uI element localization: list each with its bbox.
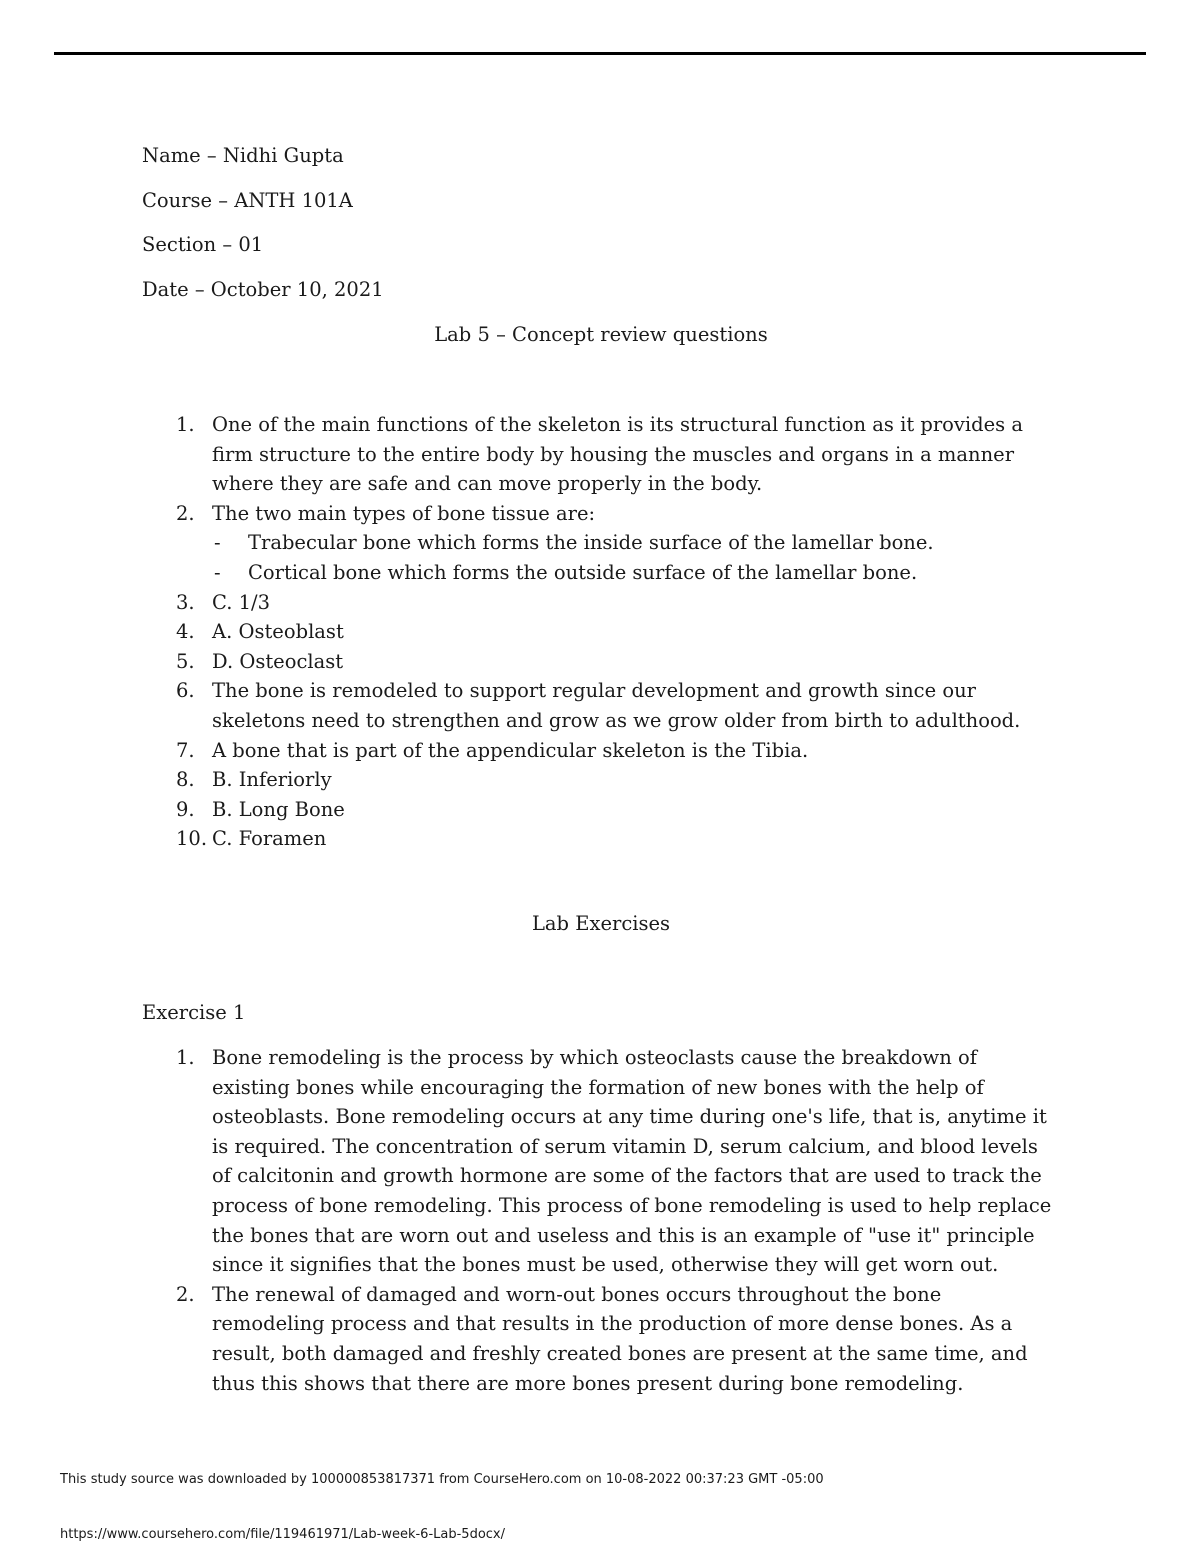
list-item: 3. C. 1/3 (176, 590, 271, 614)
date-line: Date – October 10, 2021 (142, 278, 384, 301)
list-item: 2. The renewal of damaged and worn-out bones occurs throughout the bone remodeling process and that results in the production of more dense bones. As a result, both damaged and freshly created bones are present at the same time, and thus this shows that there are more bones present during bone remodeling. (176, 1282, 1028, 1395)
concept-review-list (142, 410, 1060, 854)
lab-exercises-title: Lab Exercises (531, 912, 671, 935)
list-item: 8. B. Inferiorly (176, 768, 332, 792)
bone-tissue-sublist (212, 528, 1060, 587)
list-item: 10. C. Foramen (176, 827, 327, 851)
list-item: 1. One of the main functions of the skeleton is its structural function as it provides a firm structure to the entire body by housing the muscles and organs in a manner where they are safe and can move properly in the body. (176, 413, 1024, 496)
student-name: Name – Nidhi Gupta (142, 144, 344, 167)
course-line: Course – ANTH 101A (142, 189, 353, 212)
top-horizontal-rule (54, 52, 1146, 55)
download-note: This study source was downloaded by 100000853817371 from CourseHero.com on 10-08-2022 00:37:23 GMT -05:00 (60, 1472, 824, 1487)
list-item: 7. A bone that is part of the appendicular skeleton is the Tibia. (176, 738, 809, 762)
concept-review-title: Lab 5 – Concept review questions (434, 323, 768, 346)
source-url[interactable]: https://www.coursehero.com/file/119461971/Lab-week-6-Lab-5docx/ (60, 1527, 505, 1542)
list-item: 2. The two main types of bone tissue are: - Trabecular bone which forms the inside surface of the lamellar bone. - Cortical bone which forms the outside surface of the lamellar bone. (142, 499, 1060, 588)
list-item: 4. A. Osteoblast (176, 620, 344, 644)
list-item: 1. Bone remodeling is the process by which osteoclasts cause the breakdown of existing bones while encouraging the formation of new bones with the help of osteoblasts. Bone remodeling occurs at any time during one's life, that is, anytime it is required. The concentration of serum vitamin D, serum calcium, and blood levels of calcitonin and growth hormone are some of the factors that are used to track the process of bone remodeling. This process of bone remodeling is used to help replace the bones that are worn out and useless and this is an example of "use it" principle since it signifies that the bones must be used, otherwise they will get worn out. (176, 1046, 1052, 1277)
sub-list-item: - Trabecular bone which forms the inside surface of the lamellar bone. (214, 531, 934, 555)
exercise-1-list (142, 1043, 1060, 1398)
list-item: 5. D. Osteoclast (176, 649, 344, 673)
section-line: Section – 01 (142, 233, 264, 256)
sub-list-item: - Cortical bone which forms the outside surface of the lamellar bone. (214, 560, 918, 584)
exercise-1-heading: Exercise 1 (142, 1001, 246, 1024)
list-item: 6. The bone is remodeled to support regular development and growth since our skeletons need to strengthen and grow as we grow older from birth to adulthood. (176, 679, 1021, 732)
list-item: 9. B. Long Bone (176, 797, 345, 821)
